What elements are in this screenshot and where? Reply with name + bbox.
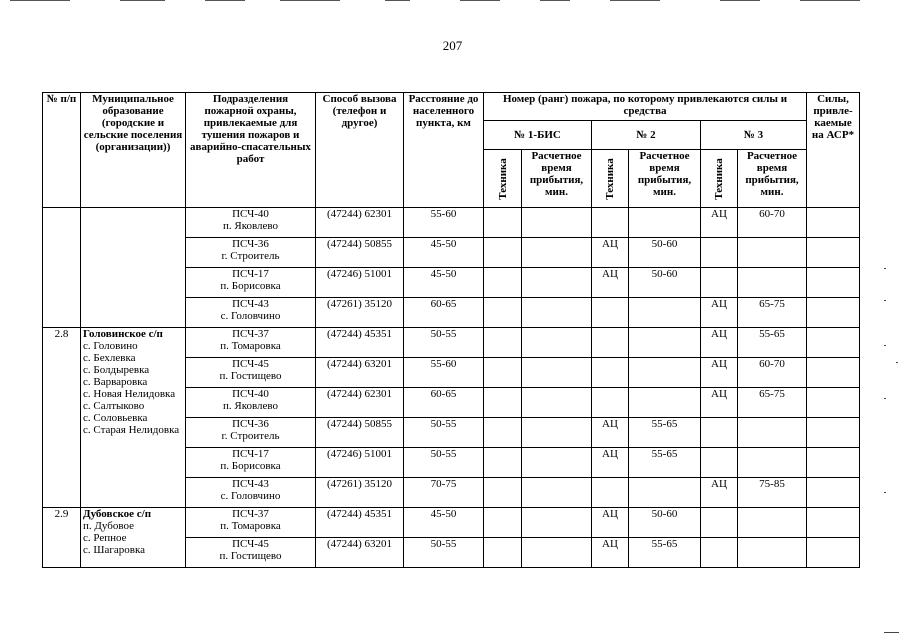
phone-cell: (47261) 35120 — [316, 298, 404, 328]
arrival-3-cell: 65-75 — [738, 298, 807, 328]
unit-name: ПСЧ-43 — [232, 478, 269, 490]
technique-3-cell: АЦ — [701, 208, 738, 238]
unit-cell — [186, 538, 316, 568]
distance-cell: 45-50 — [404, 268, 484, 298]
arrival-2-cell: 50-60 — [629, 268, 701, 298]
technique-1-cell — [484, 448, 522, 478]
technique-3-cell — [701, 238, 738, 268]
arrival-2-cell — [629, 208, 701, 238]
settlement-name: п. Дубовое — [83, 520, 134, 532]
technique-3-cell — [701, 418, 738, 448]
unit-cell — [186, 238, 316, 268]
technique-2-cell: АЦ — [592, 508, 629, 538]
technique-2-cell — [592, 298, 629, 328]
arrival-3-cell — [738, 538, 807, 568]
fire-forces-table — [42, 92, 860, 568]
settlement-name: с. Новая Нелидовка — [83, 388, 176, 400]
unit-location: с. Головчино — [220, 490, 281, 502]
unit-name: ПСЧ-37 — [232, 508, 269, 520]
header-rank-group: Номер (ранг) пожара, по которому привлекаются силы и средства — [484, 93, 807, 121]
table-row — [43, 208, 860, 238]
settlement-name: с. Салтыково — [83, 400, 145, 412]
technique-1-cell — [484, 508, 522, 538]
technique-1-cell — [484, 478, 522, 508]
header-arrival-3: Расчетное время прибытия, мин. — [738, 150, 807, 208]
arrival-1-cell — [522, 268, 592, 298]
arrival-2-cell — [629, 328, 701, 358]
unit-location: п. Борисовка — [220, 280, 281, 292]
header-units: Подразделения пожарной охраны, привлекаемые для тушения пожаров и аварийно-спасательных работ — [186, 93, 316, 208]
technique-2-cell — [592, 328, 629, 358]
unit-location: п. Яковлево — [222, 400, 279, 412]
arrival-2-cell: 55-65 — [629, 538, 701, 568]
asr-cell — [807, 328, 860, 358]
distance-cell: 50-55 — [404, 448, 484, 478]
unit-location: г. Строитель — [221, 430, 280, 442]
technique-3-cell: АЦ — [701, 358, 738, 388]
arrival-1-cell — [522, 448, 592, 478]
arrival-1-cell — [522, 298, 592, 328]
unit-cell — [186, 508, 316, 538]
technique-3-cell — [701, 268, 738, 298]
unit-location: п. Гостищево — [219, 550, 282, 562]
unit-cell — [186, 448, 316, 478]
row-number: 2.9 — [43, 508, 81, 568]
municipality-title: Дубовское с/п — [83, 508, 152, 520]
phone-cell: (47244) 45351 — [316, 508, 404, 538]
arrival-2-cell: 50-60 — [629, 238, 701, 268]
municipality-title: Головинское с/п — [83, 328, 163, 340]
phone-cell: (47244) 50855 — [316, 238, 404, 268]
asr-cell — [807, 358, 860, 388]
header-num: № п/п — [43, 93, 81, 208]
unit-name: ПСЧ-40 — [232, 208, 269, 220]
settlement-name: с. Старая Нелидовка — [83, 424, 180, 436]
distance-cell: 55-60 — [404, 208, 484, 238]
arrival-2-cell — [629, 298, 701, 328]
unit-cell — [186, 298, 316, 328]
technique-1-cell — [484, 538, 522, 568]
unit-cell — [186, 208, 316, 238]
technique-3-cell: АЦ — [701, 298, 738, 328]
arrival-1-cell — [522, 358, 592, 388]
technique-3-cell: АЦ — [701, 328, 738, 358]
header-technique-1: Техника — [484, 150, 522, 208]
top-edge-lines — [0, 0, 905, 3]
technique-1-cell — [484, 418, 522, 448]
technique-1-cell — [484, 208, 522, 238]
unit-location: п. Гостищево — [219, 370, 282, 382]
unit-cell — [186, 268, 316, 298]
asr-cell — [807, 208, 860, 238]
unit-location: с. Головчино — [220, 310, 281, 322]
technique-1-cell — [484, 268, 522, 298]
arrival-3-cell — [738, 508, 807, 538]
asr-cell — [807, 538, 860, 568]
distance-cell: 50-55 — [404, 328, 484, 358]
header-call-method: Способ вызова (телефон и другое) — [316, 93, 404, 208]
unit-name: ПСЧ-45 — [232, 358, 269, 370]
distance-cell: 45-50 — [404, 508, 484, 538]
phone-cell: (47246) 51001 — [316, 448, 404, 478]
technique-2-cell — [592, 478, 629, 508]
technique-2-cell — [592, 208, 629, 238]
asr-cell — [807, 268, 860, 298]
unit-cell — [186, 478, 316, 508]
row-number: 2.8 — [43, 328, 81, 508]
arrival-2-cell — [629, 388, 701, 418]
unit-location: г. Строитель — [221, 250, 280, 262]
settlement-name: с. Бехлевка — [83, 352, 136, 364]
distance-cell: 50-55 — [404, 418, 484, 448]
unit-cell — [186, 328, 316, 358]
municipality-cell — [81, 328, 186, 508]
header-distance: Расстояние до населенного пункта, км — [404, 93, 484, 208]
unit-name: ПСЧ-36 — [232, 418, 269, 430]
table-body — [43, 208, 860, 568]
phone-cell: (47244) 45351 — [316, 328, 404, 358]
arrival-1-cell — [522, 328, 592, 358]
unit-name: ПСЧ-17 — [232, 448, 269, 460]
arrival-3-cell: 55-65 — [738, 328, 807, 358]
arrival-1-cell — [522, 508, 592, 538]
unit-location: п. Борисовка — [220, 460, 281, 472]
unit-location: п. Томаровка — [220, 520, 281, 532]
technique-2-cell: АЦ — [592, 538, 629, 568]
arrival-3-cell — [738, 268, 807, 298]
technique-2-cell: АЦ — [592, 238, 629, 268]
technique-2-cell: АЦ — [592, 418, 629, 448]
table-header — [43, 93, 860, 208]
arrival-3-cell — [738, 238, 807, 268]
table-row — [43, 508, 860, 538]
technique-1-cell — [484, 328, 522, 358]
asr-cell — [807, 418, 860, 448]
unit-name: ПСЧ-43 — [232, 298, 269, 310]
settlement-name: с. Репное — [83, 532, 127, 544]
header-municipality: Муниципальное образование (городские и сельские поселения (организации)) — [81, 93, 186, 208]
asr-cell — [807, 448, 860, 478]
header-technique-3: Техника — [701, 150, 738, 208]
arrival-2-cell: 50-60 — [629, 508, 701, 538]
settlement-name: с. Варваровка — [83, 376, 148, 388]
asr-cell — [807, 478, 860, 508]
arrival-1-cell — [522, 238, 592, 268]
arrival-2-cell: 55-65 — [629, 448, 701, 478]
technique-1-cell — [484, 298, 522, 328]
arrival-3-cell: 65-75 — [738, 388, 807, 418]
unit-name: ПСЧ-40 — [232, 388, 269, 400]
distance-cell: 70-75 — [404, 478, 484, 508]
asr-cell — [807, 298, 860, 328]
technique-3-cell: АЦ — [701, 478, 738, 508]
unit-location: п. Томаровка — [220, 340, 281, 352]
unit-cell — [186, 418, 316, 448]
header-technique-2: Техника — [592, 150, 629, 208]
asr-cell — [807, 238, 860, 268]
unit-cell — [186, 358, 316, 388]
page-number: 207 — [442, 38, 463, 53]
phone-cell: (47244) 62301 — [316, 388, 404, 418]
phone-cell: (47246) 51001 — [316, 268, 404, 298]
distance-cell: 45-50 — [404, 238, 484, 268]
unit-location: п. Яковлево — [222, 220, 279, 232]
arrival-1-cell — [522, 208, 592, 238]
technique-1-cell — [484, 388, 522, 418]
arrival-1-cell — [522, 388, 592, 418]
table-row — [43, 328, 860, 358]
header-rank-3: № 3 — [701, 121, 807, 150]
technique-2-cell: АЦ — [592, 268, 629, 298]
arrival-3-cell — [738, 448, 807, 478]
phone-cell: (47261) 35120 — [316, 478, 404, 508]
arrival-2-cell: 55-65 — [629, 418, 701, 448]
unit-name: ПСЧ-37 — [232, 328, 269, 340]
header-arrival-2: Расчетное время прибытия, мин. — [629, 150, 701, 208]
phone-cell: (47244) 63201 — [316, 358, 404, 388]
distance-cell: 50-55 — [404, 538, 484, 568]
arrival-1-cell — [522, 478, 592, 508]
technique-3-cell — [701, 508, 738, 538]
arrival-2-cell — [629, 478, 701, 508]
arrival-1-cell — [522, 418, 592, 448]
arrival-2-cell — [629, 358, 701, 388]
technique-1-cell — [484, 358, 522, 388]
arrival-3-cell: 60-70 — [738, 358, 807, 388]
phone-cell: (47244) 50855 — [316, 418, 404, 448]
asr-cell — [807, 388, 860, 418]
unit-name: ПСЧ-45 — [232, 538, 269, 550]
arrival-3-cell: 60-70 — [738, 208, 807, 238]
unit-cell — [186, 388, 316, 418]
distance-cell: 60-65 — [404, 298, 484, 328]
distance-cell: 55-60 — [404, 358, 484, 388]
technique-2-cell — [592, 388, 629, 418]
header-arrival-1: Расчетное время прибытия, мин. — [522, 150, 592, 208]
settlement-name: с. Соловьевка — [83, 412, 148, 424]
phone-cell: (47244) 62301 — [316, 208, 404, 238]
arrival-3-cell: 75-85 — [738, 478, 807, 508]
settlement-name: с. Болдыревка — [83, 364, 150, 376]
technique-3-cell — [701, 538, 738, 568]
unit-name: ПСЧ-36 — [232, 238, 269, 250]
phone-cell: (47244) 63201 — [316, 538, 404, 568]
header-rank-1bis: № 1-БИС — [484, 121, 592, 150]
municipality-cell — [81, 208, 186, 328]
arrival-1-cell — [522, 538, 592, 568]
settlement-name: с. Головино — [83, 340, 138, 352]
unit-name: ПСЧ-17 — [232, 268, 269, 280]
asr-cell — [807, 508, 860, 538]
arrival-3-cell — [738, 418, 807, 448]
distance-cell: 60-65 — [404, 388, 484, 418]
row-number — [43, 208, 81, 328]
technique-3-cell: АЦ — [701, 388, 738, 418]
technique-1-cell — [484, 238, 522, 268]
settlement-name: с. Шагаровка — [83, 544, 146, 556]
technique-2-cell: АЦ — [592, 448, 629, 478]
technique-3-cell — [701, 448, 738, 478]
technique-2-cell — [592, 358, 629, 388]
header-rank-2: № 2 — [592, 121, 701, 150]
municipality-cell — [81, 508, 186, 568]
header-asr: Силы, привле-каемые на АСР* — [807, 93, 860, 208]
